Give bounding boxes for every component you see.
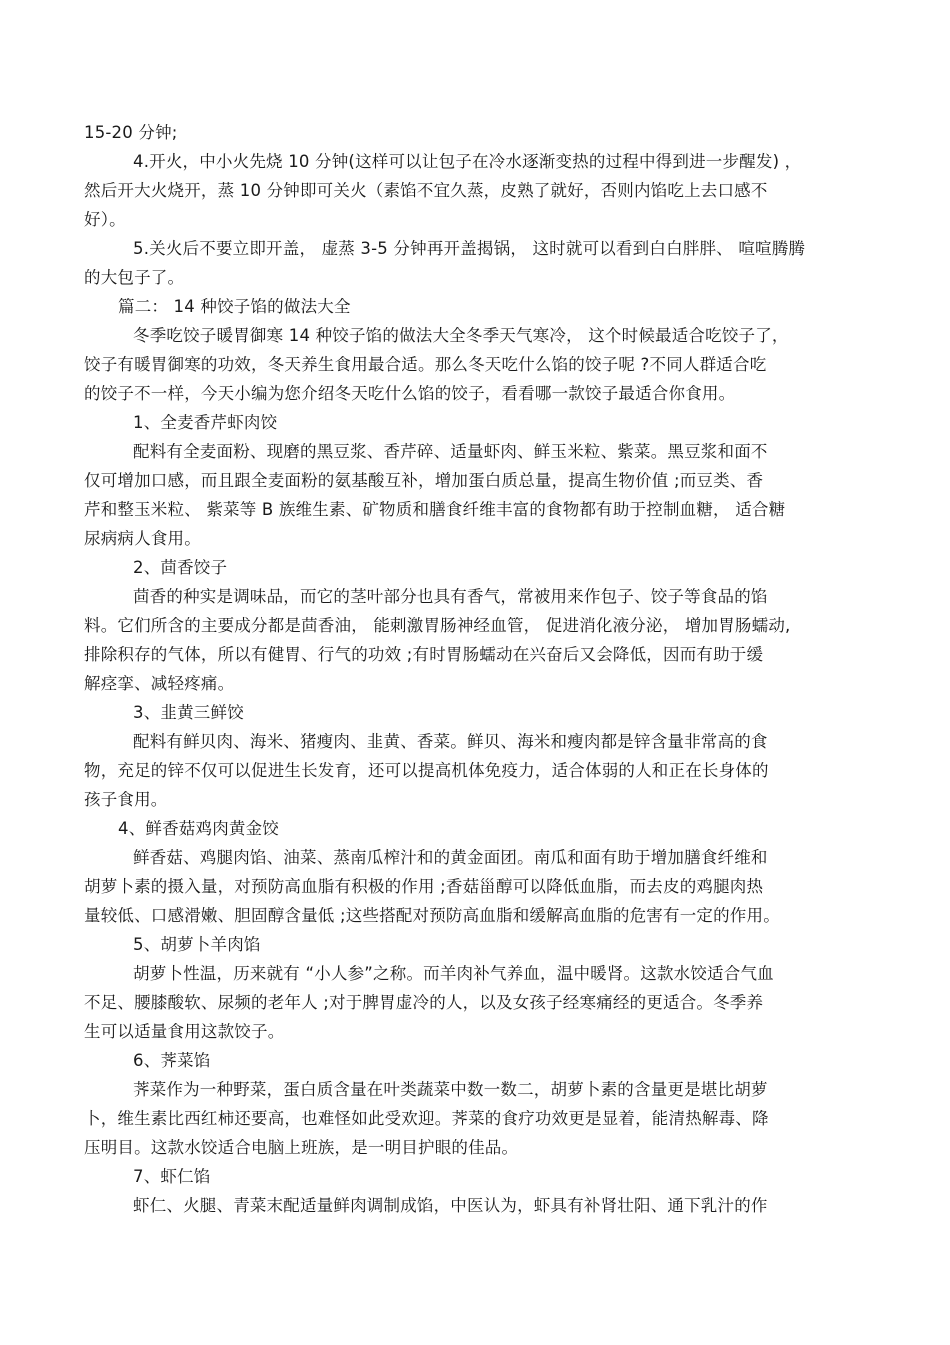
text-line: 4.开火，中小火先烧 10 分钟(这样可以让包子在冷水逐渐变热的过程中得到进一步醒发) ， xyxy=(133,152,802,171)
item-heading: 2、茴香饺子 xyxy=(133,558,228,577)
text-line: 的饺子不一样，今天小编为您介绍冬天吃什么馅的饺子，看看哪一款饺子最适合你食用。 xyxy=(84,384,736,403)
text-line: 荠菜作为一种野菜，蛋白质含量在叶类蔬菜中数一数二，胡萝卜素的含量更是堪比胡萝 xyxy=(133,1080,768,1099)
text-line: 然后开大火烧开，蒸 10 分钟即可关火（素馅不宜久蒸，皮熟了就好，否则内馅吃上去口感不 xyxy=(84,181,768,200)
text-line: 仅可增加口感，而且跟全麦面粉的氨基酸互补，增加蛋白质总量，提高生物价值 ;而豆类、香 xyxy=(84,471,764,490)
text-line: 排除积存的气体，所以有健胃、行气的功效 ;有时胃肠蠕动在兴奋后又会降低，因而有助于缓 xyxy=(84,645,764,664)
text-line: 芹和整玉米粒、 紫菜等 B 族维生素、矿物质和膳食纤维丰富的食物都有助于控制血糖， 适合糖 xyxy=(84,500,786,519)
text-line: 配料有鲜贝肉、海米、猪瘦肉、韭黄、香菜。鲜贝、海米和瘦肉都是锌含量非常高的食 xyxy=(133,732,768,751)
text-line: 鲜香菇、鸡腿肉馅、油菜、蒸南瓜榨汁和的黄金面团。南瓜和面有助于增加膳食纤维和 xyxy=(133,848,768,867)
item-heading: 6、荠菜馅 xyxy=(133,1051,211,1070)
text-line: 的大包子了。 xyxy=(84,268,185,287)
text-line: 卜，维生素比西红柿还要高，也难怪如此受欢迎。荠菜的食疗功效更是显着，能清热解毒、降 xyxy=(84,1109,769,1128)
text-line: 量较低、口感滑嫩、胆固醇含量低 ;这些搭配对预防高血脂和缓解高血脂的危害有一定的作用。 xyxy=(84,906,780,925)
item-heading: 3、韭黄三鲜饺 xyxy=(133,703,244,722)
text-line: 尿病病人食用。 xyxy=(84,529,201,548)
text-line: 解痉挛、减轻疼痛。 xyxy=(84,674,235,693)
item-heading: 5、胡萝卜羊肉馅 xyxy=(133,935,261,954)
text-line: 好）。 xyxy=(84,210,126,229)
text-line: 物，充足的锌不仅可以促进生长发育，还可以提高机体免疫力，适合体弱的人和正在长身体的 xyxy=(84,761,769,780)
text-line: 孩子食用。 xyxy=(84,790,168,809)
text-line: 虾仁、火腿、青菜末配适量鲜肉调制成馅，中医认为，虾具有补肾壮阳、通下乳汁的作 xyxy=(133,1196,768,1215)
text-line: 配料有全麦面粉、现磨的黑豆浆、香芹碎、适量虾肉、鲜玉米粒、紫菜。黑豆浆和面不 xyxy=(133,442,768,461)
section-heading: 篇二： 14 种饺子馅的做法大全 xyxy=(118,297,351,316)
text-line: 冬季吃饺子暖胃御寒 14 种饺子馅的做法大全冬季天气寒冷， 这个时候最适合吃饺子了， xyxy=(133,326,789,345)
text-line: 胡萝卜素的摄入量，对预防高血脂有积极的作用 ;香菇甾醇可以降低血脂，而去皮的鸡腿肉热 xyxy=(84,877,764,896)
item-heading: 7、虾仁馅 xyxy=(133,1167,211,1186)
text-line: 不足、腰膝酸软、尿频的老年人 ;对于脾胃虚冷的人，以及女孩子经寒痛经的更适合。冬季养 xyxy=(84,993,764,1012)
text-line: 压明目。这款水饺适合电脑上班族，是一明目护眼的佳品。 xyxy=(84,1138,519,1157)
text-line: 胡萝卜性温，历来就有 “小人参”之称。而羊肉补气养血，温中暖肾。这款水饺适合气血 xyxy=(133,964,774,983)
text-line: 5.关火后不要立即开盖， 虚蒸 3-5 分钟再开盖揭锅， 这时就可以看到白白胖胖、 喧喧腾腾 xyxy=(133,239,806,258)
text-line: 15-20 分钟; xyxy=(84,123,178,142)
text-line: 饺子有暖胃御寒的功效，冬天养生食用最合适。那么冬天吃什么馅的饺子呢 ?不同人群适合吃 xyxy=(84,355,767,374)
item-heading: 4、鲜香菇鸡肉黄金饺 xyxy=(118,819,279,838)
text-line: 料。它们所含的主要成分都是茴香油， 能刺激胃肠神经血管， 促进消化液分泌， 增加胃肠蠕动, xyxy=(84,616,791,635)
item-heading: 1、全麦香芹虾肉饺 xyxy=(133,413,278,432)
text-line: 生可以适量食用这款饺子。 xyxy=(84,1022,285,1041)
text-line: 茴香的种实是调味品，而它的茎叶部分也具有香气，常被用来作包子、饺子等食品的馅 xyxy=(133,587,768,606)
